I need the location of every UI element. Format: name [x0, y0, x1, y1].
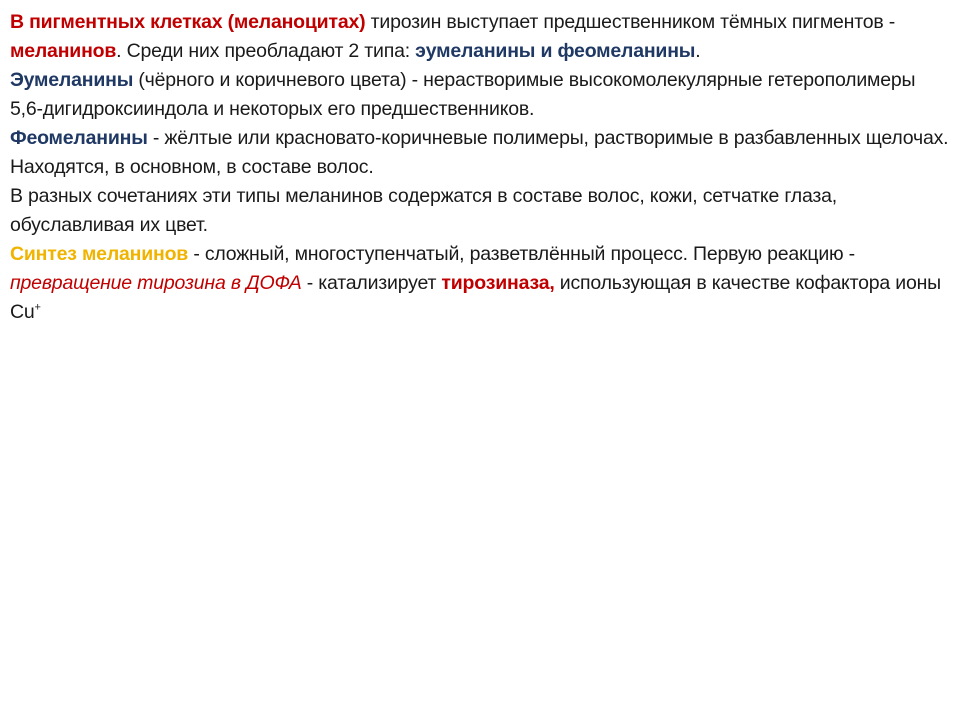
- term-pheomelanins: Феомеланины: [10, 127, 148, 149]
- paragraph-synthesis: [10, 240, 950, 327]
- text-span: . Среди них преобладают 2 типа:: [116, 40, 416, 62]
- term-tyrosine-to-dopa: превращение тирозина в ДОФА: [10, 272, 302, 294]
- text-span: В разных сочетаниях эти типы меланинов содержатся в составе волос, кожи, сетчатке глаза, обуславливая их цвет.: [10, 185, 838, 236]
- paragraph-eumelanins: [10, 66, 950, 124]
- slide-text: [10, 8, 950, 327]
- term-melanins: меланинов: [10, 40, 117, 62]
- paragraph-combinations: [10, 182, 950, 240]
- term-melanin-synthesis: Синтез меланинов: [10, 243, 189, 265]
- superscript-charge: +: [34, 301, 41, 314]
- paragraph-melanocytes: [10, 8, 950, 66]
- term-tyrosinase: тирозиназа,: [441, 272, 555, 294]
- text-span: тирозин выступает предшественником тёмных пигментов -: [365, 11, 896, 33]
- paragraph-pheomelanins: [10, 124, 950, 182]
- term-melanocytes: В пигментных клетках (меланоцитах): [10, 11, 366, 33]
- text-span: - сложный, многоступенчатый, разветвлённый процесс. Первую реакцию -: [188, 243, 855, 265]
- text-span: использующая в качестве кофактора ионы Cu: [10, 272, 941, 323]
- text-span: - жёлтые или красновато-коричневые полимеры, растворимые в разбавленных щелочах. Находятся, в основном, в составе волос.: [10, 127, 949, 178]
- text-span: (чёрного и коричневого цвета) - нерастворимые высокомолекулярные гетерополимеры 5,6-дигидроксииндола и некоторых его предшественников.: [10, 69, 916, 120]
- text-span: .: [695, 40, 701, 62]
- text-span: - катализирует: [301, 272, 442, 294]
- term-eu-pheo-melanins: эумеланины и феомеланины: [415, 40, 696, 62]
- term-eumelanins: Эумеланины: [10, 69, 134, 91]
